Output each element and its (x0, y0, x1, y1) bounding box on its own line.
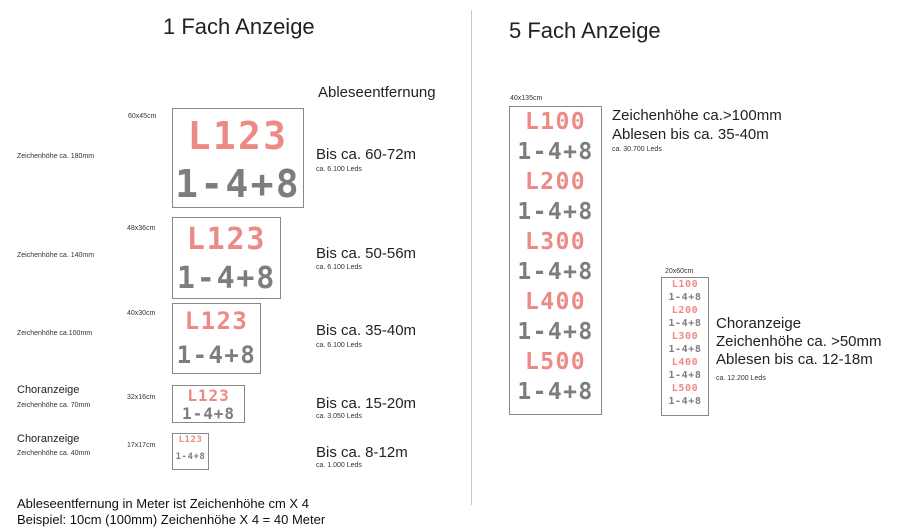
large-display-row: L500 (525, 349, 586, 375)
display-5-char-height: Zeichenhöhe ca. 40mm (17, 450, 91, 457)
large-display-row: 1-4+8 (517, 199, 594, 225)
small-display-row: 1-4+8 (668, 292, 702, 303)
display-2-size: 48x36cm (127, 225, 156, 232)
display-4-distance: Bis ca. 15-20m (316, 395, 417, 412)
display-1-line-1: L123 (187, 114, 289, 158)
display-3-line-1: L123 (184, 307, 249, 335)
small-display-row: 1-4+8 (668, 396, 702, 407)
display-2-leds: ca. 6.100 Leds (316, 264, 362, 271)
large-display-row: L100 (525, 109, 586, 135)
display-4-line-2: 1-4+8 (182, 404, 235, 423)
display-5-line-1: L123 (178, 435, 203, 445)
large-display-panel (509, 106, 602, 415)
display-2-distance: Bis ca. 50-56m (316, 245, 417, 262)
display-1-leds: ca. 6.100 Leds (316, 166, 362, 173)
display-2-char-height: Zeichenhöhe ca. 140mm (17, 252, 95, 259)
small-display-row: L500 (671, 383, 699, 394)
small-display-leds: ca. 12.200 Leds (716, 375, 766, 382)
reading-distance-rule: Ableseentfernung in Meter ist Zeichenhöhe cm X 4 (17, 496, 309, 511)
large-display-reading-distance: Ablesen bis ca. 35-40m (612, 126, 769, 143)
display-2-panel (172, 217, 281, 299)
reading-distance-example: Beispiel: 10cm (100mm) Zeichenhöhe X 4 = 40 Meter (17, 512, 326, 527)
section-divider (471, 10, 472, 505)
display-5-panel (172, 433, 209, 470)
display-3-size: 40x30cm (127, 310, 156, 317)
display-3-distance: Bis ca. 35-40m (316, 322, 417, 339)
small-display-row: L400 (671, 357, 699, 368)
right-title: 5 Fach Anzeige (509, 18, 661, 43)
large-display-row: 1-4+8 (517, 379, 594, 405)
large-display-row: L400 (525, 289, 586, 315)
display-4-panel (172, 385, 245, 423)
display-3-char-height: Zeichenhöhe ca.100mm (17, 330, 93, 337)
large-display-leds: ca. 30.700 Leds (612, 146, 662, 153)
display-3-line-2: 1-4+8 (176, 341, 257, 369)
display-2-line-2: 1-4+8 (176, 261, 277, 296)
small-display-reading-distance: Ablesen bis ca. 12-18m (716, 351, 873, 368)
large-display-row: 1-4+8 (517, 259, 594, 285)
small-display-row: L100 (671, 279, 699, 290)
small-display-row: L200 (671, 305, 699, 316)
display-4-char-height: Zeichenhöhe ca. 70mm (17, 402, 91, 409)
large-display-size: 40x135cm (510, 95, 543, 102)
display-5-distance: Bis ca. 8-12m (316, 444, 408, 461)
display-4-title: Choranzeige (17, 384, 80, 396)
display-1-size: 60x45cm (128, 113, 157, 120)
display-3-leds: ca. 6.100 Leds (316, 342, 362, 349)
small-display-row: 1-4+8 (668, 370, 702, 381)
display-4-leds: ca. 3.050 Leds (316, 413, 362, 420)
small-display-row: 1-4+8 (668, 344, 702, 355)
large-display-row: 1-4+8 (517, 319, 594, 345)
display-5-line-2: 1-4+8 (175, 452, 206, 462)
display-1-panel (172, 108, 304, 208)
left-title: 1 Fach Anzeige (163, 14, 315, 39)
display-5-size: 17x17cm (127, 442, 156, 449)
large-display-row: 1-4+8 (517, 139, 594, 165)
display-3-panel (172, 303, 261, 374)
small-display-size: 20x60cm (665, 268, 694, 275)
display-1-line-2: 1-4+8 (175, 162, 301, 206)
display-4-size: 32x16cm (127, 394, 156, 401)
display-2-line-1: L123 (186, 222, 267, 257)
small-display-row: L300 (671, 331, 699, 342)
large-display-row: L300 (525, 229, 586, 255)
small-display-char-height: Zeichenhöhe ca. >50mm (716, 333, 882, 350)
large-display-char-height: Zeichenhöhe ca.>100mm (612, 107, 782, 124)
display-1-distance: Bis ca. 60-72m (316, 146, 417, 163)
display-5-leds: ca. 1.000 Leds (316, 462, 362, 469)
display-5-title: Choranzeige (17, 433, 80, 445)
small-display-title: Choranzeige (716, 315, 802, 332)
small-display-panel (661, 277, 709, 416)
display-4-line-1: L123 (187, 386, 230, 405)
large-display-row: L200 (525, 169, 586, 195)
small-display-row: 1-4+8 (668, 318, 702, 329)
display-1-char-height: Zeichenhöhe ca. 180mm (17, 153, 95, 160)
column-header-reading-distance: Ableseentfernung (318, 84, 436, 101)
